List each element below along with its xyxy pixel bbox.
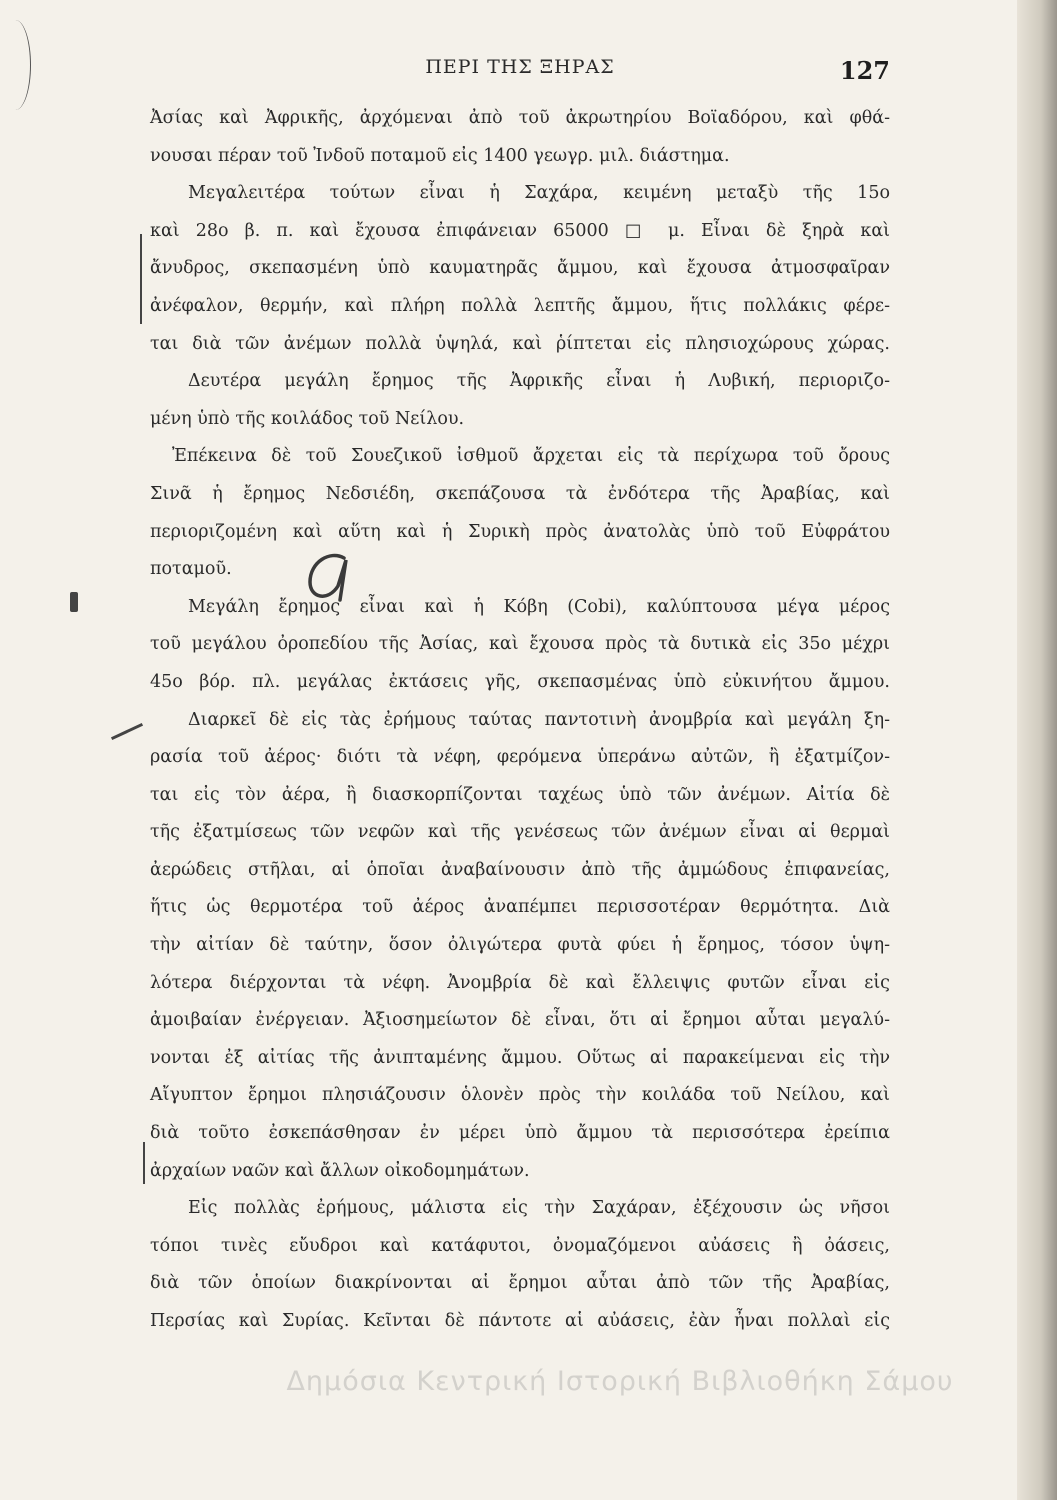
text-line: Σινᾶ ἡ ἔρημος Νεδσιέδη, σκεπάζουσα τὰ ἐνδότερα τῆς Ἀραβίας, καὶ [150, 483, 890, 504]
text-line: Αἴγυπτον ἔρημοι πλησιάζουσιν ὁλονὲν πρὸς τὴν κοιλάδα τοῦ Νείλου, καὶ [150, 1085, 890, 1106]
running-title: ΠΕΡΙ ΤΗΣ ΞΗΡΑΣ [425, 56, 615, 78]
text-line: Ἐπέκεινα δὲ τοῦ Σουεζικοῦ ἰσθμοῦ ἄρχεται εἰς τὰ περίχωρα τοῦ ὄρους [172, 446, 890, 467]
text-line: τὴν αἰτίαν δὲ ταύτην, ὅσον ὀλιγώτερα φυτὰ φύει ἡ ἔρημος, τόσον ὑψη- [150, 935, 890, 956]
text-line: Δευτέρα μεγάλη ἔρημος τῆς Ἀφρικῆς εἶναι ἡ Λυβική, περιοριζο- [188, 371, 890, 392]
text-line: ται εἰς τὸν ἀέρα, ἢ διασκορπίζονται ταχέως ὑπὸ τῶν ἀνέμων. Αἰτία δὲ [150, 784, 890, 805]
text-line: Εἰς πολλὰς ἐρήμους, μάλιστα εἰς τὴν Σαχάραν, ἐξέχουσιν ὡς νῆσοι [188, 1198, 890, 1219]
body-text [150, 100, 890, 1341]
text-line: περιοριζομένη καὶ αὕτη καὶ ἡ Συρικὴ πρὸς ἀνατολὰς ὑπὸ τοῦ Εὐφράτου [150, 521, 890, 542]
text-line: ἥτις ὡς θερμοτέρα τοῦ ἀέρος ἀναπέμπει περισσοτέραν θερμότητα. Διὰ [150, 897, 890, 918]
text-line: Μεγαλειτέρα τούτων εἶναι ἡ Σαχάρα, κειμένη μεταξὺ τῆς 15ο [188, 183, 890, 204]
page-header [150, 56, 890, 86]
text-line: νονται ἐξ αἰτίας τῆς ἀνιπταμένης ἄμμου. Οὕτως αἱ παρακείμεναι εἰς τὴν [150, 1047, 890, 1068]
text-line: Περσίας καὶ Συρίας. Κεῖνται δὲ πάντοτε αἱ αὐάσεις, ἐὰν ἦναι πολλαὶ εἰς [150, 1311, 890, 1331]
text-line: 45ο βόρ. πλ. μεγάλας ἐκτάσεις γῆς, σκεπασμένας ὑπὸ εὐκινήτου ἄμμου. [150, 671, 890, 692]
margin-pencil-mark [0, 20, 31, 110]
text-line: Διαρκεῖ δὲ εἰς τὰς ἐρήμους ταύτας παντοτινὴ ἀνομβρία καὶ μεγάλη ξη- [188, 709, 890, 730]
text-line: ται διὰ τῶν ἀνέμων πολλὰ ὑψηλά, καὶ ῥίπτεται εἰς πλησιοχώρους χώρας. [150, 333, 890, 354]
text-line: Ἀσίας καὶ Ἀφρικῆς, ἀρχόμεναι ἀπὸ τοῦ ἀκρωτηρίου Βοϊαδόρου, καὶ φθά- [150, 108, 890, 128]
text-line: μένη ὑπὸ τῆς κοιλάδος τοῦ Νείλου. [150, 408, 465, 429]
text-line: ἀμοιβαίαν ἐνέργειαν. Ἀξιοσημείωτον δὲ εἶναι, ὅτι αἱ ἔρημοι αὗται μεγαλύ- [150, 1010, 890, 1031]
text-line: διὰ τῶν ὁποίων διακρίνονται αἱ ἔρημοι αὗται ἀπὸ τῶν τῆς Ἀραβίας, [150, 1273, 890, 1294]
text-line: ἀρχαίων ναῶν καὶ ἄλλων οἰκοδομημάτων. [150, 1160, 530, 1181]
text-line: ποταμοῦ. [150, 559, 232, 580]
text-line: λότερα διέρχονται τὰ νέφη. Ἀνομβρία δὲ καὶ ἔλλειψις φυτῶν εἶναι εἰς [150, 972, 890, 993]
library-watermark: Δημόσια Κεντρική Ιστορική Βιβλιοθήκη Σάμου [286, 1366, 954, 1397]
margin-arrow [111, 723, 143, 740]
margin-arrow [70, 592, 78, 612]
text-line: νουσαι πέραν τοῦ Ἰνδοῦ ποταμοῦ εἰς 1400 γεωγρ. μιλ. διάστημα. [150, 145, 730, 166]
text-line: ἀνέφαλον, θερμήν, καὶ πλήρη πολλὰ λεπτῆς ἄμμου, ἥτις πολλάκις φέρε- [150, 295, 890, 316]
handwritten-alpha-mark [300, 540, 360, 610]
text-line: ρασία τοῦ ἀέρος· διότι τὰ νέφη, φερόμενα ὑπεράνω αὐτῶν, ἢ ἐξατμίζον- [150, 747, 890, 768]
text-line: τοῦ μεγάλου ὀροπεδίου τῆς Ἀσίας, καὶ ἔχουσα πρὸς τὰ δυτικὰ εἰς 35ο μέχρι [150, 634, 890, 655]
margin-tick [143, 1142, 145, 1184]
text-line: καὶ 28ο β. π. καὶ ἔχουσα ἐπιφάνειαν 65000 □ μ. Εἶναι δὲ ξηρὰ καὶ [150, 220, 890, 241]
margin-tick [140, 234, 142, 324]
text-line: τῆς ἐξατμίσεως τῶν νεφῶν καὶ τῆς γενέσεως τῶν ἀνέμων εἶναι αἱ θερμαὶ [150, 822, 890, 843]
text-line: ἀερώδεις στῆλαι, αἱ ὁποῖαι ἀναβαίνουσιν ἀπὸ τῆς ἀμμώδους ἐπιφανείας, [150, 859, 890, 880]
page-number: 127 [839, 56, 890, 85]
page-edge-shadow [1017, 0, 1057, 1500]
text-line: τόποι τινὲς εὔυδροι καὶ κατάφυτοι, ὀνομαζόμενοι αὐάσεις ἢ ὀάσεις, [150, 1235, 890, 1256]
text-line: διὰ τοῦτο ἐσκεπάσθησαν ἐν μέρει ὑπὸ ἄμμου τὰ περισσότερα ἐρείπια [150, 1123, 890, 1144]
text-line: ἄνυδρος, σκεπασμένη ὑπὸ καυματηρᾶς ἄμμου, καὶ ἔχουσα ἀτμοσφαῖραν [150, 258, 890, 279]
text-line: Μεγάλη ἔρημος εἶναι καὶ ἡ Κόβη (Cobi), καλύπτουσα μέγα μέρος [188, 596, 890, 617]
